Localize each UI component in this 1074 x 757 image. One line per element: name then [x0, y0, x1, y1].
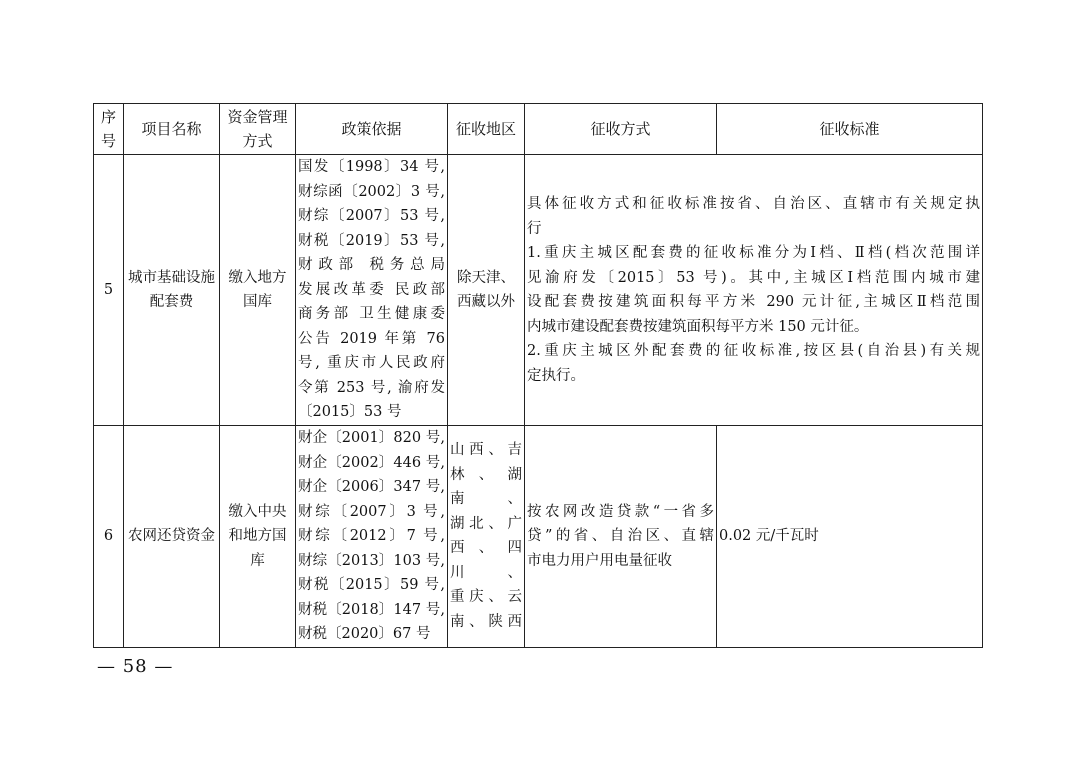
method-line: 见渝府发〔2015〕53 号)。其中,主城区Ⅰ档范围内城市建	[527, 269, 980, 286]
method-line: 2.重庆主城区外配套费的征收标准,按区县(自治县)有关规	[527, 343, 980, 359]
method-line: 贷”的省、自治区、直辖	[527, 528, 714, 544]
method-line: 行	[527, 220, 542, 237]
method-line: 按农网改造贷款“一省多	[527, 503, 714, 520]
row-fund-management: 缴入中央和地方国库	[220, 426, 296, 648]
header-standard: 征收标准	[717, 104, 983, 155]
header-policy-basis: 政策依据	[296, 104, 448, 155]
policy-line: 财税〔2018〕147 号,	[298, 601, 445, 618]
region-line: 南、陕西	[450, 613, 522, 630]
header-project-name: 项目名称	[124, 104, 220, 155]
region-line: 重庆、云	[450, 589, 522, 606]
policy-line: 令第 253 号, 渝府发	[298, 379, 445, 396]
method-line: 市电力用户用电量征收	[527, 552, 672, 569]
policy-line: 财综函〔2002〕3 号,	[298, 183, 445, 200]
policy-line: 财企〔2001〕820 号,	[298, 430, 445, 446]
header-region: 征收地区	[448, 104, 525, 155]
header-index: 序号	[94, 104, 124, 155]
policy-line: 〔2015〕53 号	[298, 404, 402, 421]
policy-line: 财税〔2019〕53 号,	[298, 232, 445, 249]
policy-line: 财综〔2012〕7 号,	[298, 528, 445, 544]
policy-line: 发展改革委 民政部	[298, 281, 445, 298]
region-line: 山西、吉	[450, 442, 522, 459]
policy-line: 财综〔2013〕103 号,	[298, 552, 445, 569]
method-line: 定执行。	[527, 367, 585, 384]
header-fund-management: 资金管理方式	[220, 104, 296, 155]
policy-line: 财企〔2006〕347 号,	[298, 479, 445, 495]
policy-line: 公告 2019 年第 76	[298, 330, 445, 347]
header-method: 征收方式	[525, 104, 717, 155]
row-region: 除天津、西藏以外	[448, 155, 525, 426]
policy-line: 财税〔2020〕67 号	[298, 626, 431, 642]
table-row	[94, 155, 983, 426]
region-line: 林、湖南、	[450, 466, 522, 508]
region-line: 西、四川、	[450, 540, 522, 581]
policy-line: 财政部 税务总局	[298, 257, 445, 274]
policy-line: 商务部 卫生健康委	[298, 306, 445, 323]
policy-line: 国发〔1998〕34 号,	[298, 159, 445, 176]
method-line: 1.重庆主城区配套费的征收标准分为Ⅰ档、Ⅱ档(档次范围详	[527, 245, 980, 261]
fee-table	[93, 103, 983, 648]
method-line: 具体征收方式和征收标准按省、自治区、直辖市有关规定执	[527, 196, 980, 212]
row-policy-basis	[296, 155, 448, 426]
method-line: 内城市建设配套费按建筑面积每平方米 150 元计征。	[527, 318, 869, 335]
row-region	[448, 426, 525, 648]
row-project-name: 城市基础设施配套费	[124, 155, 220, 426]
policy-line: 财税〔2015〕59 号,	[298, 577, 445, 593]
policy-line: 财综〔2007〕53 号,	[298, 208, 445, 225]
policy-line: 财综〔2007〕3 号,	[298, 503, 445, 520]
page-number: — 58 —	[97, 656, 174, 677]
row-project-name: 农网还贷资金	[124, 426, 220, 648]
row-index: 5	[94, 155, 124, 426]
policy-line: 财企〔2002〕446 号,	[298, 454, 445, 471]
row-method	[525, 426, 717, 648]
region-line: 湖北、广	[450, 515, 522, 532]
row-method-and-standard	[525, 155, 983, 426]
row-index: 6	[94, 426, 124, 648]
table-row	[94, 426, 983, 648]
table-header-row	[94, 104, 983, 155]
policy-line: 号, 重庆市人民政府	[298, 355, 445, 372]
row-policy-basis	[296, 426, 448, 648]
row-fund-management: 缴入地方国库	[220, 155, 296, 426]
method-line: 设配套费按建筑面积每平方米 290 元计征,主城区Ⅱ档范围	[527, 294, 980, 310]
row-standard: 0.02 元/千瓦时	[717, 426, 983, 648]
